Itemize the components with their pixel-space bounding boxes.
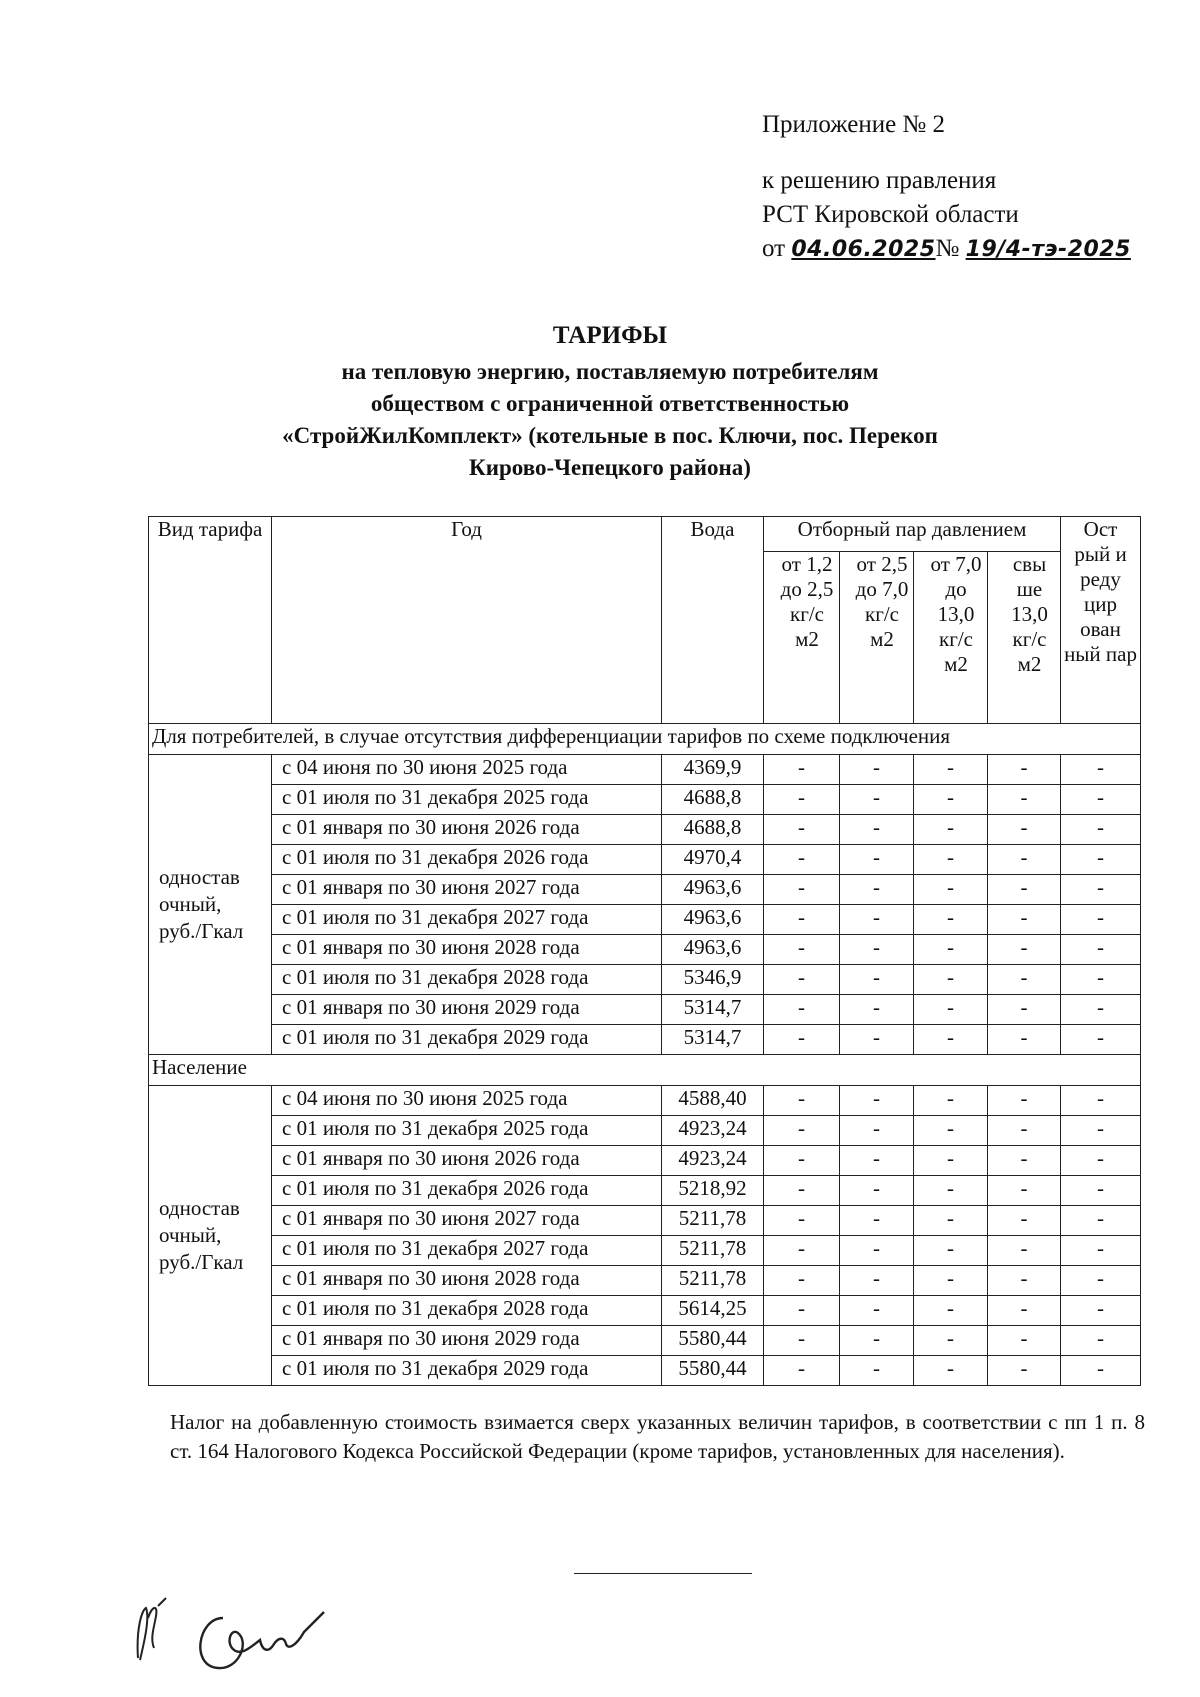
empty-tariff-cell: -	[840, 1116, 914, 1146]
annex-number: 19/4-тэ-2025	[965, 237, 1131, 262]
annex-date-number	[762, 232, 1131, 267]
period-cell: с 04 июня по 30 июня 2025 года	[272, 1086, 662, 1116]
period-cell: с 01 января по 30 июня 2029 года	[272, 995, 662, 1025]
empty-tariff-cell: -	[840, 785, 914, 815]
water-tariff-cell: 5211,78	[662, 1236, 764, 1266]
empty-tariff-cell: -	[914, 995, 988, 1025]
empty-tariff-cell: -	[988, 1266, 1061, 1296]
title-line-4: Кирово-Чепецкого района)	[469, 455, 751, 480]
empty-tariff-cell: -	[914, 845, 988, 875]
empty-tariff-cell: -	[840, 875, 914, 905]
empty-tariff-cell: -	[764, 1236, 840, 1266]
empty-tariff-cell: -	[1061, 1025, 1141, 1055]
empty-tariff-cell: -	[840, 1266, 914, 1296]
water-tariff-cell: 5211,78	[662, 1206, 764, 1236]
empty-tariff-cell: -	[764, 815, 840, 845]
empty-tariff-cell: -	[914, 1326, 988, 1356]
header-steam-col: от 7,0 до 13,0 кг/с м2	[914, 552, 988, 724]
period-cell: с 01 июля по 31 декабря 2027 года	[272, 905, 662, 935]
empty-tariff-cell: -	[988, 1025, 1061, 1055]
period-cell: с 01 июля по 31 декабря 2027 года	[272, 1236, 662, 1266]
empty-tariff-cell: -	[1061, 785, 1141, 815]
empty-tariff-cell: -	[914, 1266, 988, 1296]
empty-tariff-cell: -	[764, 905, 840, 935]
empty-tariff-cell: -	[914, 1025, 988, 1055]
empty-tariff-cell: -	[840, 1236, 914, 1266]
water-tariff-cell: 5314,7	[662, 1025, 764, 1055]
water-tariff-cell: 4963,6	[662, 935, 764, 965]
water-tariff-cell: 4688,8	[662, 815, 764, 845]
table-body	[149, 724, 1141, 1386]
water-tariff-cell: 4963,6	[662, 875, 764, 905]
empty-tariff-cell: -	[914, 1296, 988, 1326]
empty-tariff-cell: -	[764, 785, 840, 815]
empty-tariff-cell: -	[764, 1025, 840, 1055]
empty-tariff-cell: -	[1061, 1326, 1141, 1356]
table-row	[149, 1296, 1141, 1326]
water-tariff-cell: 4369,9	[662, 755, 764, 785]
table-row	[149, 1266, 1141, 1296]
water-tariff-cell: 5211,78	[662, 1266, 764, 1296]
annex-date-prefix: от	[762, 235, 786, 262]
tariff-kind: одностав очный, руб./Гкал	[149, 1086, 272, 1386]
empty-tariff-cell: -	[764, 1296, 840, 1326]
empty-tariff-cell: -	[988, 905, 1061, 935]
empty-tariff-cell: -	[914, 1206, 988, 1236]
water-tariff-cell: 5314,7	[662, 995, 764, 1025]
empty-tariff-cell: -	[840, 1025, 914, 1055]
period-cell: с 04 июня по 30 июня 2025 года	[272, 755, 662, 785]
empty-tariff-cell: -	[914, 1086, 988, 1116]
annex-number-prefix: №	[935, 235, 960, 262]
empty-tariff-cell: -	[764, 1356, 840, 1386]
empty-tariff-cell: -	[1061, 875, 1141, 905]
empty-tariff-cell: -	[840, 995, 914, 1025]
empty-tariff-cell: -	[764, 1146, 840, 1176]
table-row	[149, 1116, 1141, 1146]
empty-tariff-cell: -	[840, 1356, 914, 1386]
document-title	[180, 320, 1040, 484]
period-cell: с 01 июля по 31 декабря 2026 года	[272, 1176, 662, 1206]
table-row	[149, 815, 1141, 845]
empty-tariff-cell: -	[840, 905, 914, 935]
header-steam: Отборный пар давлением	[764, 517, 1061, 552]
table-row	[149, 1176, 1141, 1206]
water-tariff-cell: 4963,6	[662, 905, 764, 935]
header-steam-col: свы ше 13,0 кг/с м2	[988, 552, 1061, 724]
empty-tariff-cell: -	[914, 1356, 988, 1386]
annex-line-1: к решению правления	[762, 167, 997, 194]
empty-tariff-cell: -	[1061, 755, 1141, 785]
table-row	[149, 1206, 1141, 1236]
period-cell: с 01 июля по 31 декабря 2028 года	[272, 965, 662, 995]
empty-tariff-cell: -	[988, 755, 1061, 785]
empty-tariff-cell: -	[840, 1146, 914, 1176]
empty-tariff-cell: -	[1061, 1356, 1141, 1386]
period-cell: с 01 июля по 31 декабря 2028 года	[272, 1296, 662, 1326]
header-water: Вода	[662, 517, 764, 724]
empty-tariff-cell: -	[988, 965, 1061, 995]
empty-tariff-cell: -	[988, 1146, 1061, 1176]
period-cell: с 01 июля по 31 декабря 2029 года	[272, 1025, 662, 1055]
water-tariff-cell: 5218,92	[662, 1176, 764, 1206]
empty-tariff-cell: -	[764, 755, 840, 785]
empty-tariff-cell: -	[764, 965, 840, 995]
header-steam-col: от 1,2 до 2,5 кг/с м2	[764, 552, 840, 724]
table-row	[149, 845, 1141, 875]
empty-tariff-cell: -	[1061, 1176, 1141, 1206]
water-tariff-cell: 5580,44	[662, 1326, 764, 1356]
empty-tariff-cell: -	[1061, 965, 1141, 995]
annex-line-2: РСТ Кировской области	[762, 201, 1019, 228]
period-cell: с 01 января по 30 июня 2028 года	[272, 935, 662, 965]
empty-tariff-cell: -	[840, 1176, 914, 1206]
water-tariff-cell: 4688,8	[662, 785, 764, 815]
period-cell: с 01 января по 30 июня 2029 года	[272, 1326, 662, 1356]
period-cell: с 01 июля по 31 декабря 2025 года	[272, 1116, 662, 1146]
table-row	[149, 755, 1141, 785]
empty-tariff-cell: -	[1061, 1206, 1141, 1236]
period-cell: с 01 июля по 31 декабря 2026 года	[272, 845, 662, 875]
water-tariff-cell: 5614,25	[662, 1296, 764, 1326]
empty-tariff-cell: -	[1061, 1086, 1141, 1116]
annex-date: 04.06.2025	[791, 237, 936, 262]
empty-tariff-cell: -	[764, 1266, 840, 1296]
empty-tariff-cell: -	[1061, 935, 1141, 965]
vat-note: Налог на добавленную стоимость взимается сверх указанных величин тарифов, в соответствии с пп 1 п. 8 ст. 164 Налогового Кодекса Российской Федерации (кроме тарифов, установленных для населения).	[170, 1410, 1145, 1463]
empty-tariff-cell: -	[914, 905, 988, 935]
empty-tariff-cell: -	[1061, 815, 1141, 845]
empty-tariff-cell: -	[988, 1086, 1061, 1116]
section-label: Население	[149, 1055, 1141, 1086]
water-tariff-cell: 4970,4	[662, 845, 764, 875]
empty-tariff-cell: -	[914, 935, 988, 965]
empty-tariff-cell: -	[1061, 1296, 1141, 1326]
empty-tariff-cell: -	[764, 845, 840, 875]
annex-title: Приложение № 2	[762, 111, 946, 138]
empty-tariff-cell: -	[840, 935, 914, 965]
empty-tariff-cell: -	[764, 935, 840, 965]
title-line-1: на тепловую энергию, поставляемую потребителям	[341, 359, 879, 384]
empty-tariff-cell: -	[988, 815, 1061, 845]
empty-tariff-cell: -	[764, 875, 840, 905]
empty-tariff-cell: -	[764, 1116, 840, 1146]
table-row	[149, 905, 1141, 935]
empty-tariff-cell: -	[1061, 845, 1141, 875]
empty-tariff-cell: -	[914, 755, 988, 785]
empty-tariff-cell: -	[764, 995, 840, 1025]
table-row	[149, 1025, 1141, 1055]
empty-tariff-cell: -	[914, 785, 988, 815]
table-row	[149, 965, 1141, 995]
tariff-kind: одностав очный, руб./Гкал	[149, 755, 272, 1055]
empty-tariff-cell: -	[988, 875, 1061, 905]
empty-tariff-cell: -	[914, 1146, 988, 1176]
empty-tariff-cell: -	[840, 1206, 914, 1236]
empty-tariff-cell: -	[914, 1236, 988, 1266]
table-row	[149, 1236, 1141, 1266]
empty-tariff-cell: -	[914, 815, 988, 845]
empty-tariff-cell: -	[1061, 905, 1141, 935]
water-tariff-cell: 4588,40	[662, 1086, 764, 1116]
water-tariff-cell: 5346,9	[662, 965, 764, 995]
empty-tariff-cell: -	[840, 1296, 914, 1326]
period-cell: с 01 января по 30 июня 2028 года	[272, 1266, 662, 1296]
water-tariff-cell: 4923,24	[662, 1116, 764, 1146]
empty-tariff-cell: -	[988, 785, 1061, 815]
period-cell: с 01 января по 30 июня 2026 года	[272, 1146, 662, 1176]
title-line-2: обществом с ограниченной ответственностью	[370, 391, 850, 416]
annex-block	[762, 108, 1131, 267]
empty-tariff-cell: -	[1061, 995, 1141, 1025]
period-cell: с 01 января по 30 июня 2027 года	[272, 875, 662, 905]
table-row	[149, 1086, 1141, 1116]
table-row	[149, 1326, 1141, 1356]
empty-tariff-cell: -	[988, 845, 1061, 875]
period-cell: с 01 января по 30 июня 2026 года	[272, 815, 662, 845]
header-kind: Вид тарифа	[149, 517, 272, 724]
empty-tariff-cell: -	[764, 1086, 840, 1116]
empty-tariff-cell: -	[914, 1116, 988, 1146]
empty-tariff-cell: -	[1061, 1266, 1141, 1296]
empty-tariff-cell: -	[1061, 1236, 1141, 1266]
empty-tariff-cell: -	[988, 1236, 1061, 1266]
empty-tariff-cell: -	[988, 1206, 1061, 1236]
table-row	[149, 1146, 1141, 1176]
period-cell: с 01 января по 30 июня 2027 года	[272, 1206, 662, 1236]
empty-tariff-cell: -	[988, 1326, 1061, 1356]
empty-tariff-cell: -	[840, 1326, 914, 1356]
empty-tariff-cell: -	[764, 1326, 840, 1356]
empty-tariff-cell: -	[840, 845, 914, 875]
period-cell: с 01 июля по 31 декабря 2025 года	[272, 785, 662, 815]
table-row	[149, 875, 1141, 905]
empty-tariff-cell: -	[764, 1176, 840, 1206]
tariff-table	[148, 516, 1141, 1386]
empty-tariff-cell: -	[988, 1356, 1061, 1386]
water-tariff-cell: 5580,44	[662, 1356, 764, 1386]
empty-tariff-cell: -	[988, 1116, 1061, 1146]
empty-tariff-cell: -	[914, 875, 988, 905]
title-main: ТАРИФЫ	[552, 322, 668, 349]
empty-tariff-cell: -	[1061, 1116, 1141, 1146]
section-row	[149, 724, 1141, 755]
empty-tariff-cell: -	[840, 755, 914, 785]
empty-tariff-cell: -	[988, 1296, 1061, 1326]
empty-tariff-cell: -	[914, 965, 988, 995]
table-row	[149, 785, 1141, 815]
empty-tariff-cell: -	[988, 1176, 1061, 1206]
empty-tariff-cell: -	[840, 815, 914, 845]
title-line-3: «СтройЖилКомплект» (котельные в пос. Ключи, пос. Перекоп	[282, 423, 938, 448]
period-cell: с 01 июля по 31 декабря 2029 года	[272, 1356, 662, 1386]
water-tariff-cell: 4923,24	[662, 1146, 764, 1176]
header-steam-col: от 2,5 до 7,0 кг/с м2	[840, 552, 914, 724]
empty-tariff-cell: -	[988, 995, 1061, 1025]
empty-tariff-cell: -	[840, 1086, 914, 1116]
empty-tariff-cell: -	[914, 1176, 988, 1206]
table-row	[149, 1356, 1141, 1386]
section-label: Для потребителей, в случае отсутствия дифференциации тарифов по схеме подключения	[149, 724, 1141, 755]
header-year: Год	[272, 517, 662, 724]
table-row	[149, 935, 1141, 965]
header-sharp-steam: Ост рый и реду цир ован ный пар	[1061, 517, 1141, 724]
signature-image	[128, 1588, 368, 1678]
empty-tariff-cell: -	[1061, 1146, 1141, 1176]
section-row	[149, 1055, 1141, 1086]
table-row	[149, 995, 1141, 1025]
empty-tariff-cell: -	[988, 935, 1061, 965]
end-rule	[574, 1573, 752, 1574]
empty-tariff-cell: -	[840, 965, 914, 995]
empty-tariff-cell: -	[764, 1206, 840, 1236]
